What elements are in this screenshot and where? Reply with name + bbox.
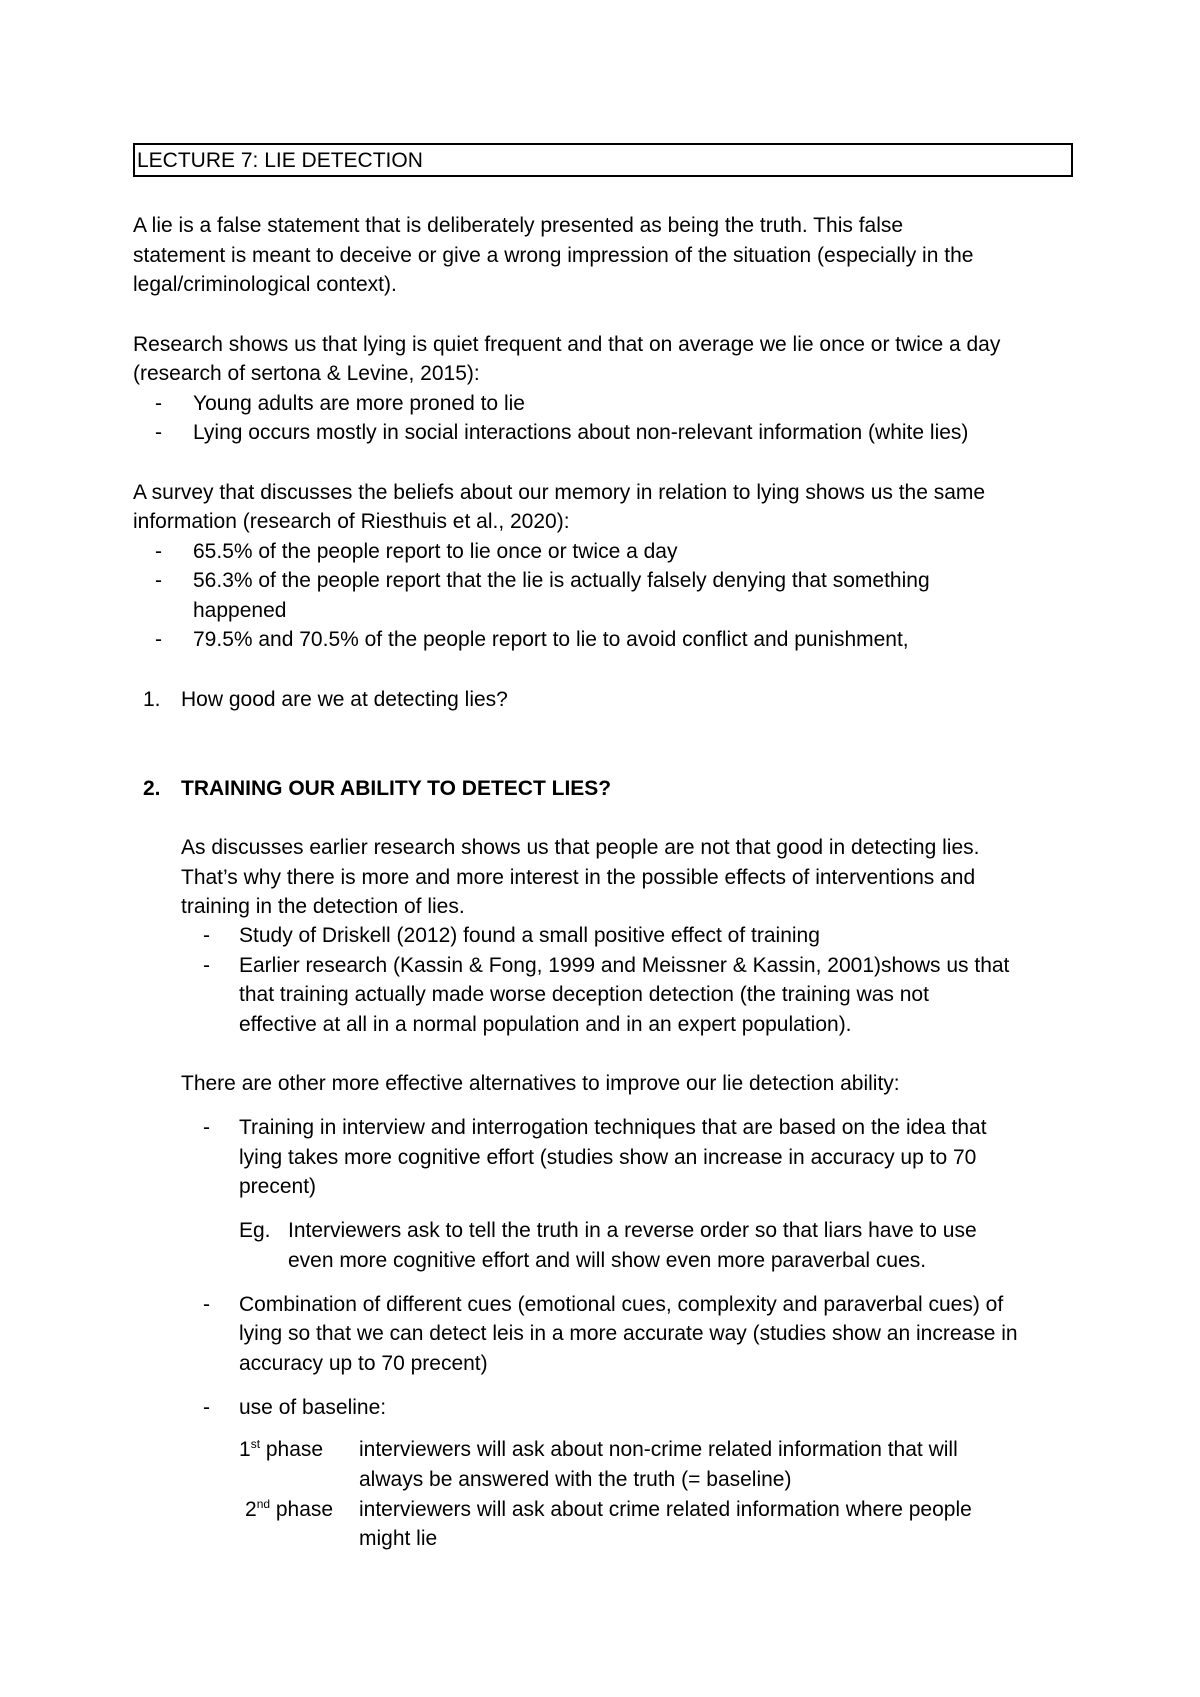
- bullet-dash: -: [203, 1396, 210, 1419]
- alt-1-line-1: Training in interview and interrogation techniques that are based on the idea that: [239, 1116, 987, 1139]
- training-line-3: training in the detection of lies.: [181, 895, 465, 918]
- q1-text: How good are we at detecting lies?: [181, 688, 508, 711]
- phase-1-line-1: interviewers will ask about non-crime related information that will: [359, 1438, 958, 1461]
- intro-line-3: legal/criminological context).: [133, 273, 397, 296]
- phase-1-label: 1st phase: [239, 1437, 324, 1461]
- bullet-dash: -: [155, 628, 162, 651]
- research-line-1: Research shows us that lying is quiet frequent and that on average we lie once or twice a day: [133, 333, 1001, 356]
- research-bullet-1: Young adults are more proned to lie: [193, 392, 525, 415]
- training-bullet-2-cont-1: that training actually made worse deception detection (the training was not: [239, 983, 929, 1006]
- bullet-dash: -: [203, 954, 210, 977]
- alt-2-line-3: accuracy up to 70 precent): [239, 1352, 488, 1375]
- bullet-dash: -: [155, 421, 162, 444]
- training-bullet-1: Study of Driskell (2012) found a small positive effect of training: [239, 924, 820, 947]
- alt-2-line-1: Combination of different cues (emotional cues, complexity and paraverbal cues) of: [239, 1293, 1004, 1316]
- survey-bullet-2: 56.3% of the people report that the lie is actually falsely denying that something: [193, 569, 930, 592]
- intro-line-1: A lie is a false statement that is deliberately presented as being the truth. This false: [133, 214, 904, 237]
- example-label: Eg.: [239, 1219, 271, 1242]
- q2-heading: TRAINING OUR ABILITY TO DETECT LIES?: [181, 777, 612, 800]
- bullet-dash: -: [155, 392, 162, 415]
- phase-1-line-2: always be answered with the truth (= baseline): [359, 1468, 792, 1491]
- research-bullet-2: Lying occurs mostly in social interactions about non-relevant information (white lies): [193, 421, 969, 444]
- survey-bullet-1: 65.5% of the people report to lie once or twice a day: [193, 540, 678, 563]
- alt-1-line-3: precent): [239, 1175, 317, 1198]
- bullet-dash: -: [203, 1116, 210, 1139]
- survey-bullet-3: 79.5% and 70.5% of the people report to lie to avoid conflict and punishment,: [193, 628, 909, 651]
- training-line-2: That’s why there is more and more interest in the possible effects of interventions and: [181, 866, 976, 889]
- title-box: [133, 143, 1073, 177]
- bullet-dash: -: [203, 924, 210, 947]
- intro-line-2: statement is meant to deceive or give a wrong impression of the situation (especially in the: [133, 244, 974, 267]
- page-title: LECTURE 7: LIE DETECTION: [137, 149, 423, 172]
- research-line-2: (research of sertona & Levine, 2015):: [133, 362, 480, 385]
- survey-line-1: A survey that discusses the beliefs about our memory in relation to lying shows us the same: [133, 481, 986, 504]
- training-line-1: As discusses earlier research shows us that people are not that good in detecting lies.: [181, 836, 980, 859]
- alt-1-line-2: lying takes more cognitive effort (studies show an increase in accuracy up to 70: [239, 1146, 977, 1169]
- bullet-dash: -: [155, 540, 162, 563]
- phase-2-line-1: interviewers will ask about crime related information where people: [359, 1498, 972, 1521]
- alt-3-line-1: use of baseline:: [239, 1396, 387, 1419]
- survey-bullet-2-cont: happened: [193, 599, 287, 622]
- phase-2-line-2: might lie: [359, 1527, 438, 1550]
- phase-2-label: 2nd phase: [245, 1497, 334, 1521]
- example-line-2: even more cognitive effort and will show even more paraverbal cues.: [288, 1249, 927, 1272]
- alternatives-intro: There are other more effective alternatives to improve our lie detection ability:: [181, 1072, 900, 1095]
- bullet-dash: -: [203, 1293, 210, 1316]
- q2-number: 2.: [143, 777, 161, 800]
- bullet-dash: -: [155, 569, 162, 592]
- training-bullet-2: Earlier research (Kassin & Fong, 1999 and Meissner & Kassin, 2001)shows us that: [239, 954, 1010, 977]
- survey-line-2: information (research of Riesthuis et al., 2020):: [133, 510, 570, 533]
- training-bullet-2-cont-2: effective at all in a normal population and in an expert population).: [239, 1013, 852, 1036]
- q1-number: 1.: [143, 688, 161, 711]
- alt-2-line-2: lying so that we can detect leis in a more accurate way (studies show an increase in: [239, 1322, 1018, 1345]
- example-line-1: Interviewers ask to tell the truth in a reverse order so that liars have to use: [288, 1219, 977, 1242]
